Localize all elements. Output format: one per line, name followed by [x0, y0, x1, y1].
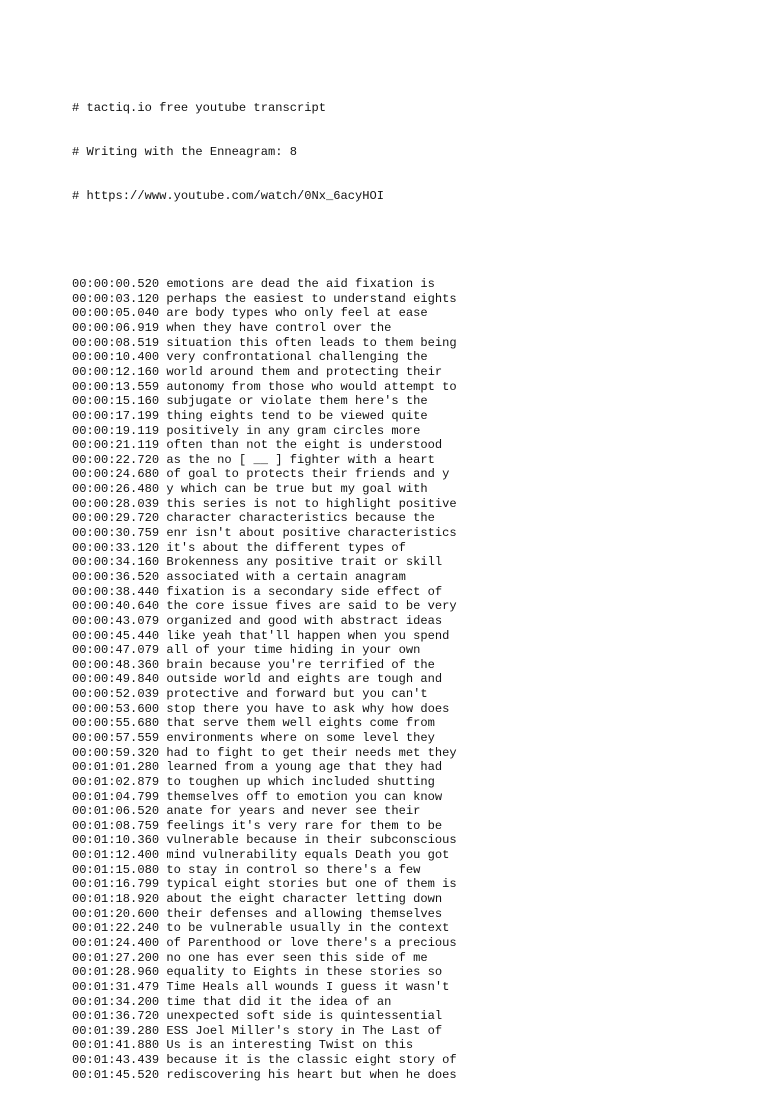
transcript-text: Brokenness any positive trait or skill [166, 555, 443, 570]
timestamp: 00:00:00.520 [72, 277, 160, 292]
timestamp: 00:01:01.280 [72, 760, 160, 775]
transcript-line [72, 306, 752, 321]
transcript-line [72, 1068, 752, 1083]
transcript-text: their defenses and allowing themselves [166, 906, 443, 921]
timestamp: 00:00:40.640 [72, 599, 160, 614]
transcript-line [72, 585, 752, 600]
timestamp: 00:01:39.280 [72, 1023, 160, 1038]
transcript-line [72, 336, 752, 351]
timestamp: 00:00:49.840 [72, 672, 160, 687]
transcript-line [72, 394, 752, 409]
transcript-text: unexpected soft side is quintessential [166, 1009, 443, 1024]
transcript-line [72, 746, 752, 761]
transcript-line [72, 1024, 752, 1039]
timestamp: 00:01:04.799 [72, 789, 160, 804]
timestamp: 00:00:30.759 [72, 526, 160, 541]
transcript-text: ESS Joel Miller's story in The Last of [166, 1023, 443, 1038]
transcript-line [72, 350, 752, 365]
timestamp: 00:00:38.440 [72, 584, 160, 599]
transcript-text: when they have control over the [166, 321, 392, 336]
transcript-text: learned from a young age that they had [166, 760, 443, 775]
transcript-text: anate for years and never see their [166, 804, 421, 819]
transcript-text: situation this often leads to them being [166, 335, 457, 350]
timestamp: 00:01:10.360 [72, 833, 160, 848]
timestamp: 00:00:52.039 [72, 687, 160, 702]
transcript-lines [72, 277, 752, 1082]
timestamp: 00:00:36.520 [72, 569, 160, 584]
transcript-text: of goal to protects their friends and y [166, 467, 450, 482]
transcript-text: all of your time hiding in your own [166, 643, 421, 658]
transcript-text: this series is not to highlight positive [166, 496, 457, 511]
transcript-text: to toughen up which included shutting [166, 774, 435, 789]
header-source-line: # tactiq.io free youtube transcript [72, 101, 327, 116]
transcript-line [72, 980, 752, 995]
transcript-text: stop there you have to ask why how does [166, 701, 450, 716]
transcript-text: rediscovering his heart but when he does [166, 1067, 457, 1082]
timestamp: 00:00:33.120 [72, 540, 160, 555]
transcript-text: mind vulnerability equals Death you got [166, 848, 450, 863]
timestamp: 00:00:28.039 [72, 496, 160, 511]
transcript-line [72, 775, 752, 790]
transcript-line [72, 658, 752, 673]
transcript-line [72, 760, 752, 775]
transcript-line [72, 716, 752, 731]
transcript-line [72, 921, 752, 936]
timestamp: 00:01:20.600 [72, 906, 160, 921]
transcript-text: organized and good with abstract ideas [166, 613, 443, 628]
timestamp: 00:01:15.080 [72, 862, 160, 877]
transcript-document [72, 72, 752, 1097]
transcript-text: brain because you're terrified of the [166, 657, 435, 672]
transcript-line [72, 526, 752, 541]
timestamp: 00:01:12.400 [72, 848, 160, 863]
transcript-text: enr isn't about positive characteristics [166, 526, 457, 541]
timestamp: 00:00:24.680 [72, 467, 160, 482]
timestamp: 00:01:36.720 [72, 1009, 160, 1024]
transcript-line [72, 292, 752, 307]
transcript-line [72, 453, 752, 468]
transcript-text: Time Heals all wounds I guess it wasn't [166, 979, 450, 994]
header-url-line: # https://www.youtube.com/watch/0Nx_6acyHOI [72, 189, 385, 204]
transcript-line [72, 833, 752, 848]
timestamp: 00:00:17.199 [72, 408, 160, 423]
transcript-text: are body types who only feel at ease [166, 306, 428, 321]
transcript-text: like yeah that'll happen when you spend [166, 628, 450, 643]
transcript-line [72, 643, 752, 658]
header-title-line: # Writing with the Enneagram: 8 [72, 145, 297, 160]
transcript-line [72, 731, 752, 746]
transcript-text: feelings it's very rare for them to be [166, 818, 443, 833]
transcript-line [72, 804, 752, 819]
transcript-text: emotions are dead the aid fixation is [166, 277, 435, 292]
timestamp: 00:01:02.879 [72, 774, 160, 789]
timestamp: 00:00:22.720 [72, 452, 160, 467]
transcript-text: thing eights tend to be viewed quite [166, 408, 428, 423]
transcript-line [72, 1038, 752, 1053]
transcript-line [72, 672, 752, 687]
transcript-text: subjugate or violate them here's the [166, 394, 428, 409]
transcript-line [72, 819, 752, 834]
transcript-text: the core issue fives are said to be very [166, 599, 457, 614]
transcript-line [72, 863, 752, 878]
transcript-text: to stay in control so there's a few [166, 862, 421, 877]
transcript-line [72, 936, 752, 951]
timestamp: 00:00:29.720 [72, 511, 160, 526]
header-spacer [72, 233, 752, 248]
transcript-line [72, 848, 752, 863]
transcript-line [72, 877, 752, 892]
timestamp: 00:00:21.119 [72, 438, 160, 453]
transcript-line [72, 570, 752, 585]
transcript-text: themselves off to emotion you can know [166, 789, 443, 804]
timestamp: 00:00:47.079 [72, 643, 160, 658]
transcript-text: because it is the classic eight story of [166, 1053, 457, 1068]
transcript-line [72, 1009, 752, 1024]
transcript-text: vulnerable because in their subconscious [166, 833, 457, 848]
timestamp: 00:01:43.439 [72, 1053, 160, 1068]
timestamp: 00:01:27.200 [72, 950, 160, 965]
timestamp: 00:00:06.919 [72, 321, 160, 336]
transcript-line [72, 555, 752, 570]
timestamp: 00:00:59.320 [72, 745, 160, 760]
timestamp: 00:00:43.079 [72, 613, 160, 628]
timestamp: 00:01:28.960 [72, 965, 160, 980]
timestamp: 00:01:45.520 [72, 1067, 160, 1082]
timestamp: 00:01:31.479 [72, 979, 160, 994]
timestamp: 00:00:05.040 [72, 306, 160, 321]
timestamp: 00:01:22.240 [72, 921, 160, 936]
timestamp: 00:01:08.759 [72, 818, 160, 833]
transcript-line [72, 892, 752, 907]
transcript-line [72, 424, 752, 439]
transcript-text: no one has ever seen this side of me [166, 950, 428, 965]
transcript-line [72, 614, 752, 629]
transcript-line [72, 687, 752, 702]
transcript-text: perhaps the easiest to understand eights [166, 291, 457, 306]
transcript-text: very confrontational challenging the [166, 350, 428, 365]
transcript-line [72, 907, 752, 922]
transcript-line [72, 599, 752, 614]
transcript-text: character characteristics because the [166, 511, 435, 526]
transcript-line [72, 467, 752, 482]
transcript-line [72, 365, 752, 380]
transcript-line [72, 790, 752, 805]
transcript-line [72, 995, 752, 1010]
timestamp: 00:00:55.680 [72, 716, 160, 731]
transcript-line [72, 951, 752, 966]
transcript-text: Us is an interesting Twist on this [166, 1038, 414, 1053]
transcript-line [72, 629, 752, 644]
transcript-text: equality to Eights in these stories so [166, 965, 443, 980]
timestamp: 00:01:06.520 [72, 804, 160, 819]
transcript-text: time that did it the idea of an [166, 994, 392, 1009]
timestamp: 00:00:57.559 [72, 730, 160, 745]
transcript-text: fixation is a secondary side effect of [166, 584, 443, 599]
transcript-text: autonomy from those who would attempt to [166, 379, 457, 394]
transcript-text: of Parenthood or love there's a precious [166, 935, 457, 950]
transcript-text: it's about the different types of [166, 540, 406, 555]
transcript-text: had to fight to get their needs met they [166, 745, 457, 760]
transcript-text: positively in any gram circles more [166, 423, 421, 438]
timestamp: 00:00:13.559 [72, 379, 160, 394]
transcript-line [72, 482, 752, 497]
transcript-text: associated with a certain anagram [166, 569, 406, 584]
transcript-text: about the eight character letting down [166, 892, 443, 907]
transcript-text: environments where on some level they [166, 730, 435, 745]
transcript-text: y which can be true but my goal with [166, 482, 428, 497]
timestamp: 00:00:10.400 [72, 350, 160, 365]
timestamp: 00:00:08.519 [72, 335, 160, 350]
transcript-line [72, 702, 752, 717]
transcript-text: that serve them well eights come from [166, 716, 435, 731]
transcript-line [72, 409, 752, 424]
timestamp: 00:00:19.119 [72, 423, 160, 438]
transcript-line [72, 511, 752, 526]
timestamp: 00:00:53.600 [72, 701, 160, 716]
transcript-text: outside world and eights are tough and [166, 672, 443, 687]
timestamp: 00:00:15.160 [72, 394, 160, 409]
transcript-line [72, 380, 752, 395]
timestamp: 00:01:16.799 [72, 877, 160, 892]
timestamp: 00:00:45.440 [72, 628, 160, 643]
transcript-line [72, 965, 752, 980]
transcript-text: as the no [ __ ] fighter with a heart [166, 452, 435, 467]
transcript-line [72, 541, 752, 556]
transcript-line [72, 1053, 752, 1068]
timestamp: 00:01:41.880 [72, 1038, 160, 1053]
timestamp: 00:01:18.920 [72, 892, 160, 907]
transcript-line [72, 321, 752, 336]
timestamp: 00:01:24.400 [72, 935, 160, 950]
transcript-line [72, 277, 752, 292]
timestamp: 00:00:26.480 [72, 482, 160, 497]
transcript-text: protective and forward but you can't [166, 687, 428, 702]
transcript-line [72, 497, 752, 512]
transcript-text: typical eight stories but one of them is [166, 877, 457, 892]
timestamp: 00:00:48.360 [72, 657, 160, 672]
transcript-text: world around them and protecting their [166, 364, 443, 379]
timestamp: 00:00:12.160 [72, 364, 160, 379]
transcript-line [72, 438, 752, 453]
timestamp: 00:00:34.160 [72, 555, 160, 570]
transcript-text: to be vulnerable usually in the context [166, 921, 450, 936]
transcript-text: often than not the eight is understood [166, 438, 443, 453]
timestamp: 00:01:34.200 [72, 994, 160, 1009]
timestamp: 00:00:03.120 [72, 291, 160, 306]
